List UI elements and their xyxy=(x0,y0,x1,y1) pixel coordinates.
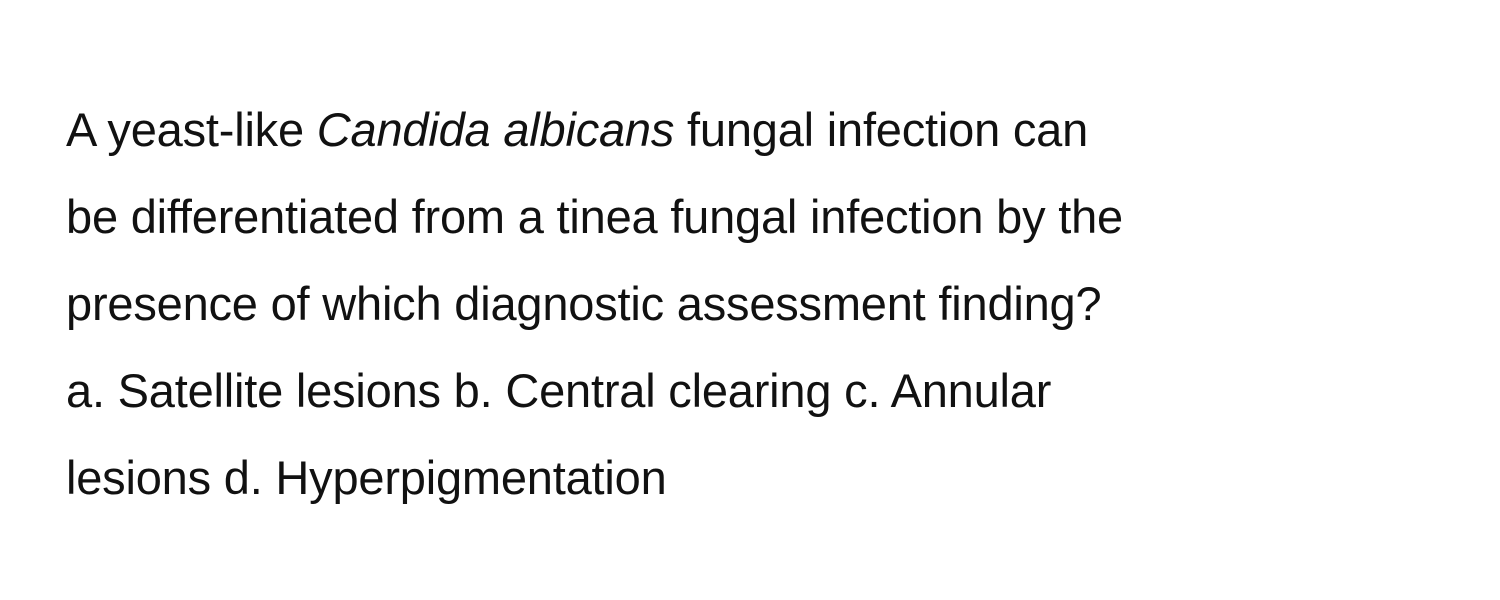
answer-options-line-1: a. Satellite lesions b. Central clearing c. Annular xyxy=(66,364,1052,417)
question-intro-end: fungal infection can xyxy=(674,103,1089,156)
question-line-1 xyxy=(66,86,1466,173)
species-name: Candida albicans xyxy=(316,103,675,156)
question-line-3: presence of which diagnostic assessment finding? xyxy=(66,277,1102,330)
question-text xyxy=(66,86,1466,521)
question-intro: A yeast-like xyxy=(66,103,317,156)
question-line-2: be differentiated from a tinea fungal infection by the xyxy=(66,190,1123,243)
answer-options-line-2: lesions d. Hyperpigmentation xyxy=(66,451,667,504)
